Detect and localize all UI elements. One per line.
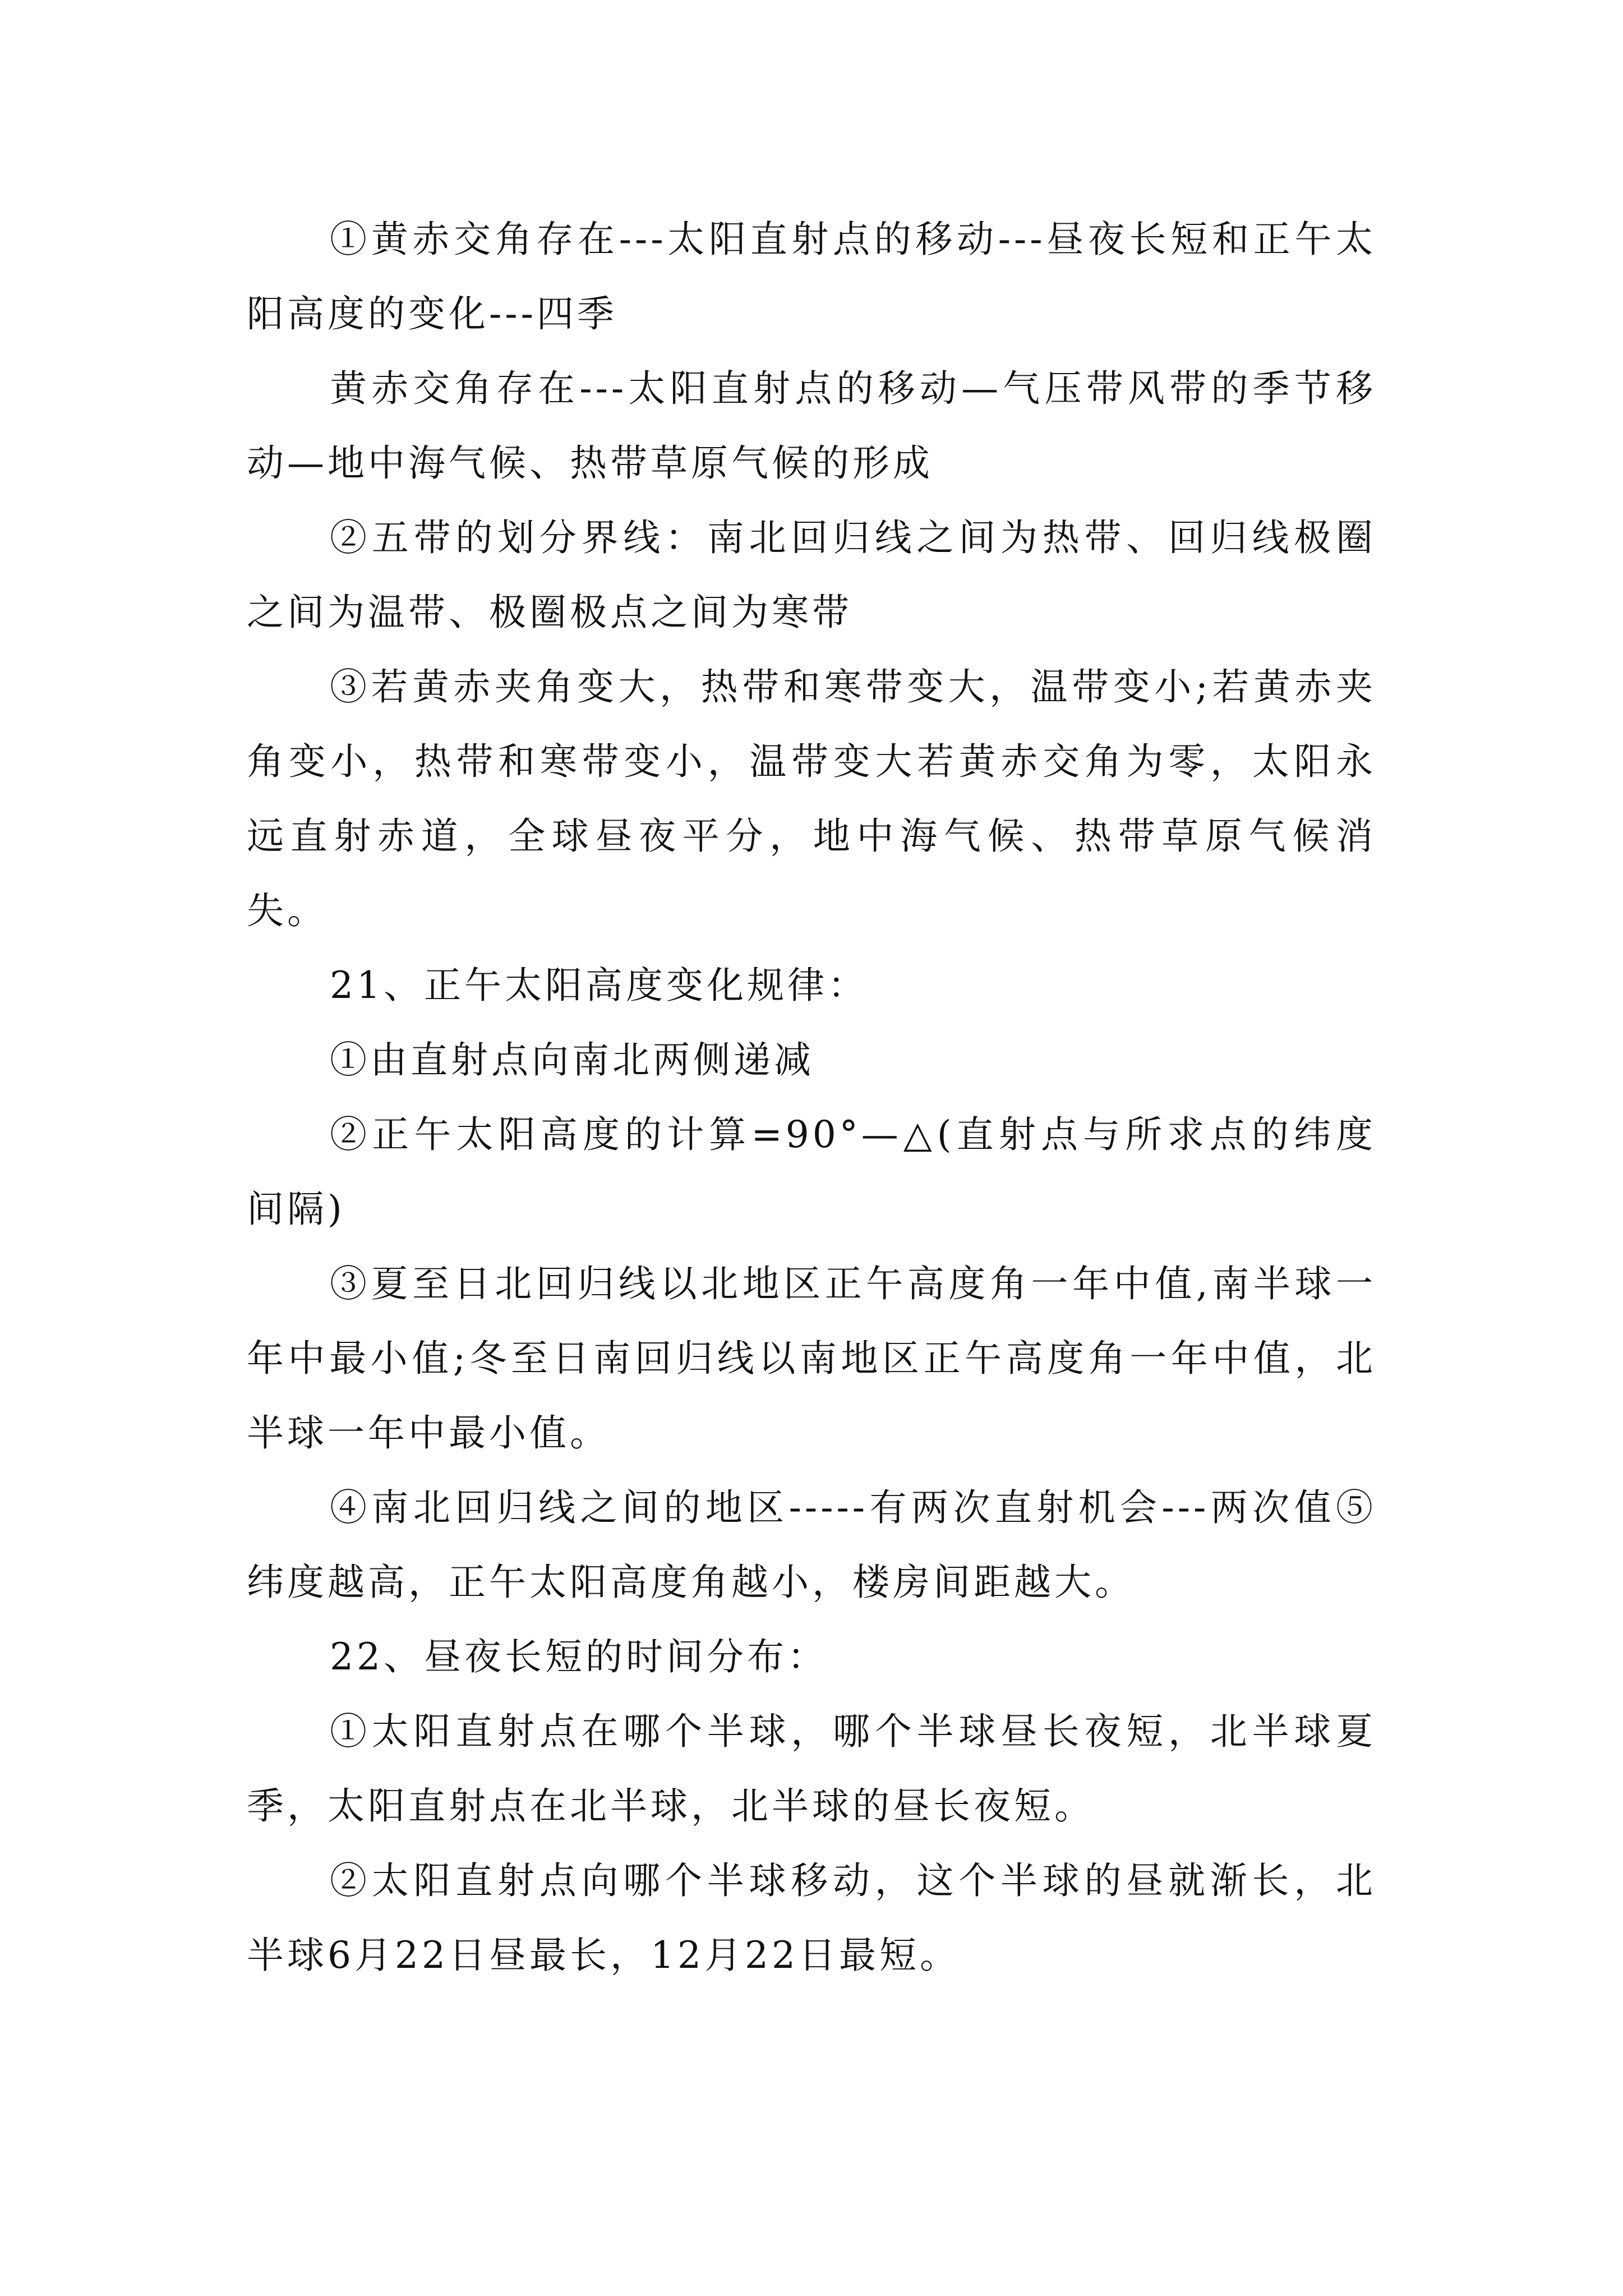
heading-day-length: 22、昼夜长短的时间分布： [330,1635,828,1678]
paragraph-day-length-movement: ②太阳直射点向哪个半球移动，这个半球的昼就渐长，北半球6月22日昼最长，12月22日最短。 [247,1859,1376,1977]
paragraph-decrease-from-subsolar: ①由直射点向南北两侧递减 [330,1038,814,1082]
paragraph-altitude-formula: ②正午太阳高度的计算=90°—△(直射点与所求点的纬度间隔) [247,1113,1376,1231]
paragraph-five-zones: ②五带的划分界线：南北回归线之间为热带、回归线极圈之间为温带、极圈极点之间为寒带 [247,516,1376,634]
paragraph-day-length-hemisphere: ①太阳直射点在哪个半球，哪个半球昼长夜短，北半球夏季，太阳直射点在北半球，北半球的昼长夜短。 [247,1710,1376,1828]
heading-noon-sun-altitude: 21、正午太阳高度变化规律： [330,964,868,1007]
paragraph-ecliptic-seasons: ①黄赤交角存在---太阳直射点的移动---昼夜长短和正午太阳高度的变化---四季 [247,218,1376,335]
paragraph-ecliptic-pressure-belts: 黄赤交角存在---太阳直射点的移动—气压带风带的季节移动—地中海气候、热带草原气候的形成 [247,367,1376,485]
paragraph-obliquity-change: ③若黄赤夹角变大，热带和寒带变大，温带变小;若黄赤夹角变小，热带和寒带变小，温带变大若黄赤交角为零，太阳永远直射赤道，全球昼夜平分，地中海气候、热带草原气候消失。 [247,665,1376,932]
document-body [247,202,1376,1993]
paragraph-tropics-direct-sun: ④南北回归线之间的地区-----有两次直射机会---两次值⑤纬度越高，正午太阳高度角越小，楼房间距越大。 [247,1486,1376,1604]
paragraph-solstice-altitude: ③夏至日北回归线以北地区正午高度角一年中值,南半球一年中最小值;冬至日南回归线以南地区正午高度角一年中值，北半球一年中最小值。 [247,1262,1376,1455]
